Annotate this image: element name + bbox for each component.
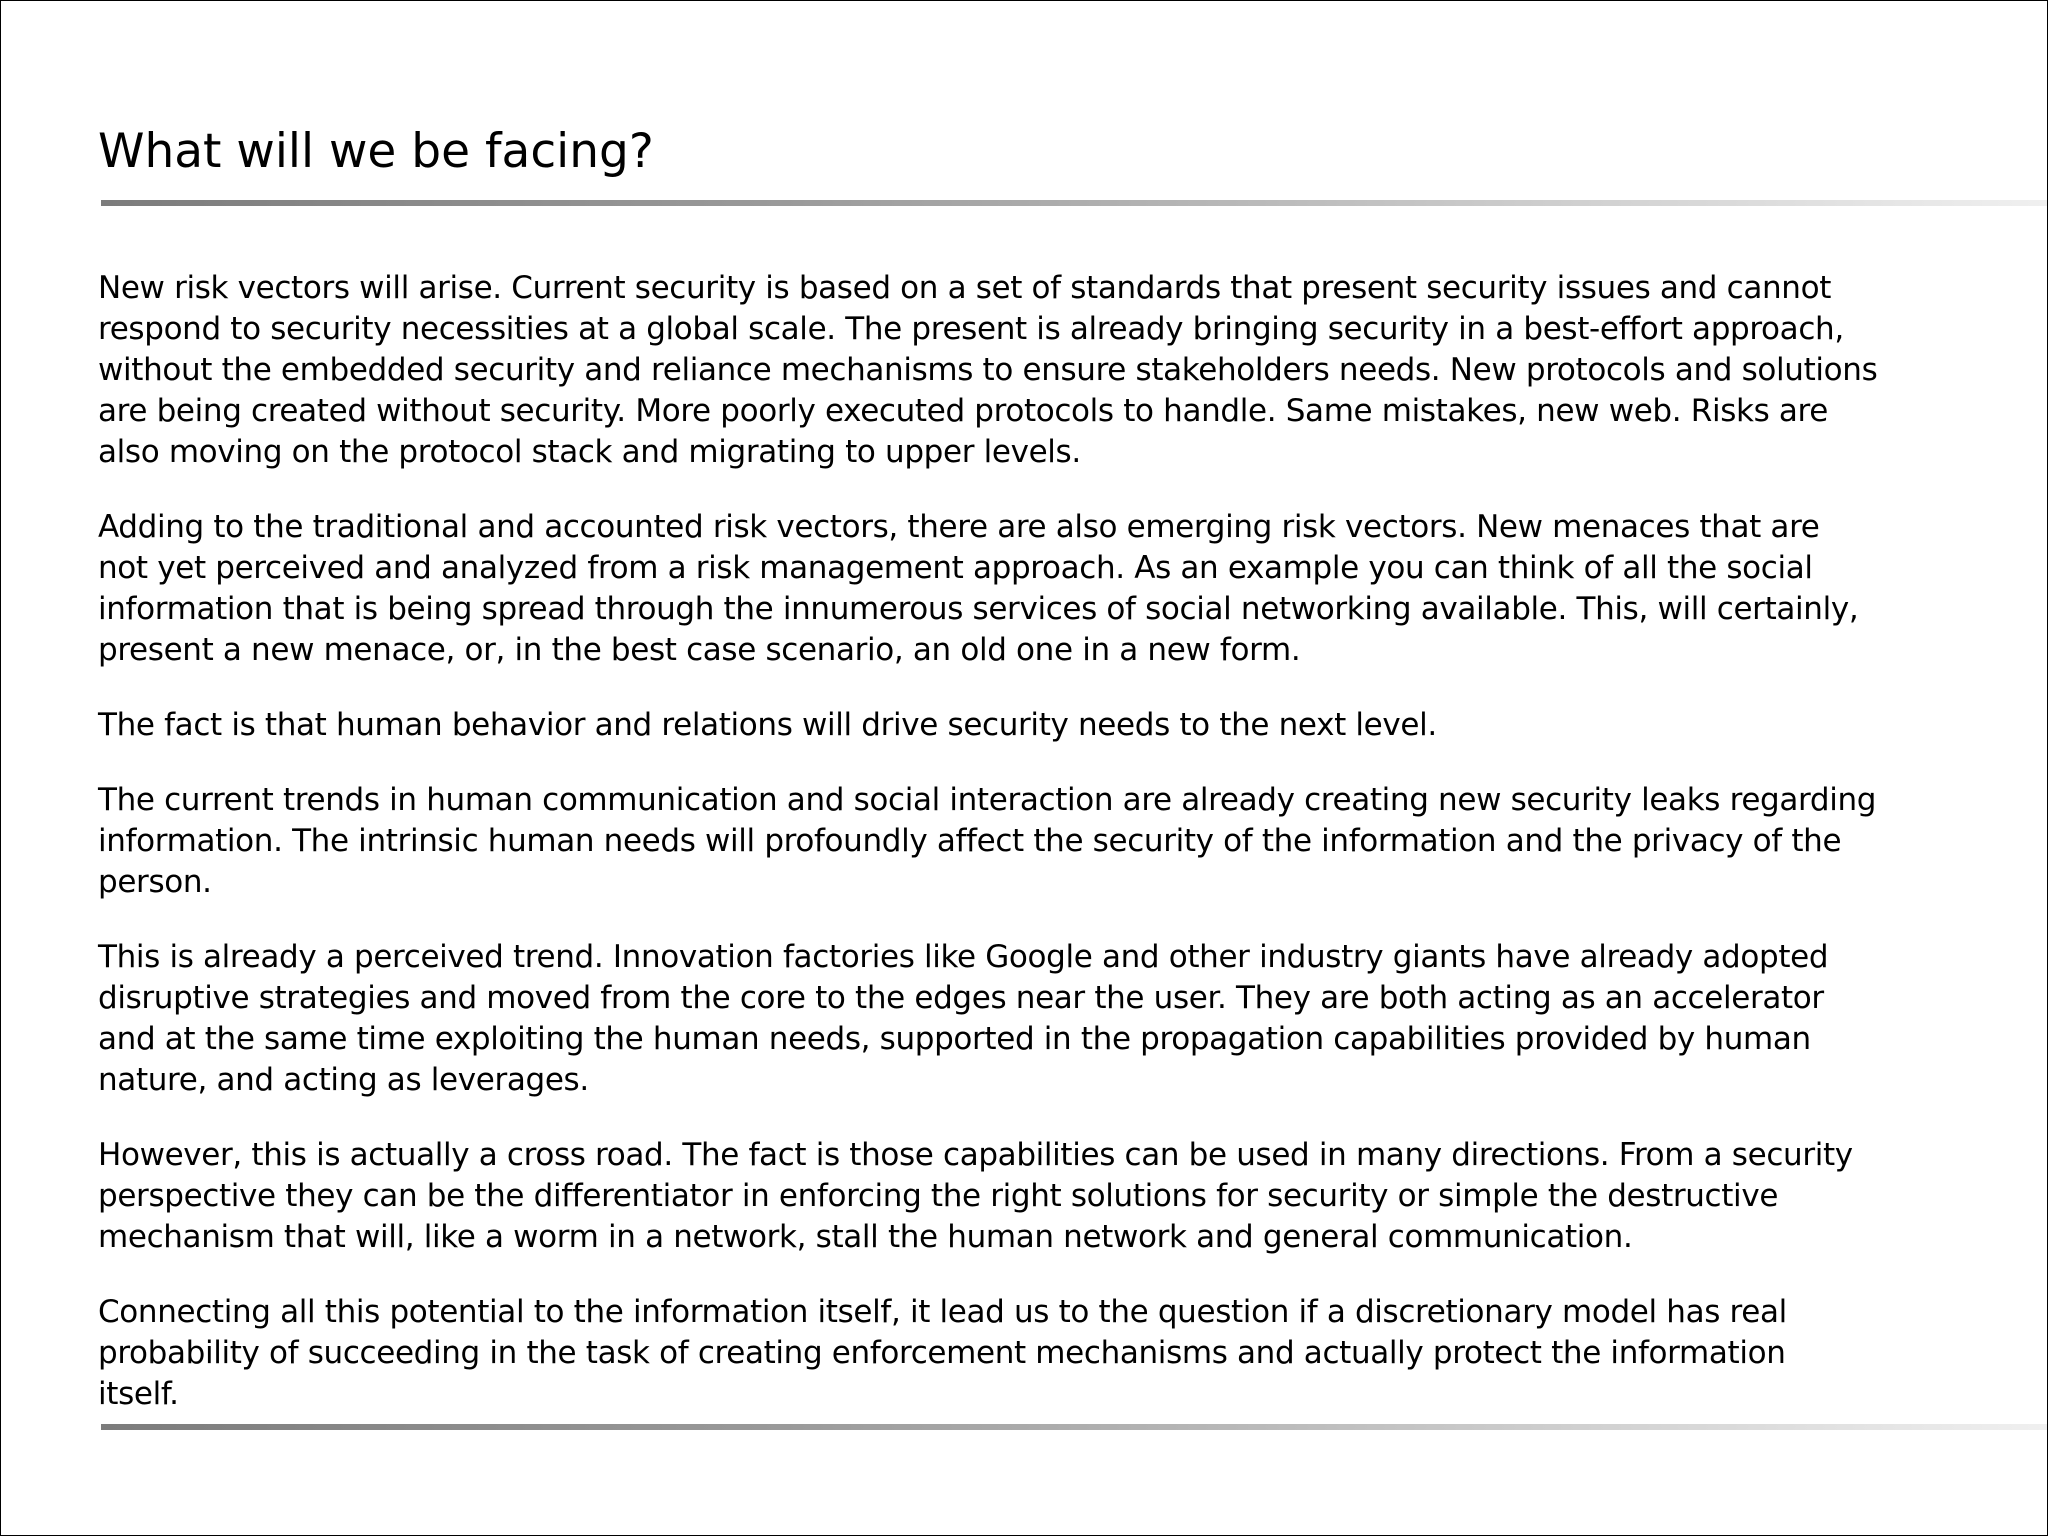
slide-title: What will we be facing? [98,124,654,179]
paragraph-communication-trends: The current trends in human communication and social interaction are already creating new security leaks regarding information. The intrinsic human needs will profoundly affect the security of the information and the privacy of the person. [98,782,1877,900]
paragraph-risk-vectors: New risk vectors will arise. Current security is based on a set of standards that present security issues and cannot respond to security necessities at a global scale. The present is already bringing security in a best-effort approach, without the embedded security and reliance mechanisms to ensure stakeholders needs. New protocols and solutions are being created without security. More poorly executed protocols to handle. Same mistakes, new web. Risks are also moving on the protocol stack and migrating to upper levels. [98,270,1878,470]
paragraph-emerging-risks: Adding to the traditional and accounted risk vectors, there are also emerging risk vectors. New menaces that are not yet perceived and analyzed from a risk management approach. As an example you can think of all the social information that is being spread through the innumerous services of social networking available. This, will certainly, present a new menace, or, in the best case scenario, an old one in a new form. [98,509,1859,668]
paragraph-human-behavior: The fact is that human behavior and relations will drive security needs to the next level. [98,707,1437,743]
title-divider [101,200,2048,206]
paragraph-discretionary-model: Connecting all this potential to the information itself, it lead us to the question if a discretionary model has real probability of succeeding in the task of creating enforcement mechanisms and actually protect the information itself. [98,1294,1787,1412]
paragraph-perceived-trend: This is already a perceived trend. Innovation factories like Google and other industry giants have already adopted disruptive strategies and moved from the core to the edges near the user. They are both acting as an accelerator and at the same time exploiting the human needs, supported in the propagation capabilities provided by human nature, and acting as leverages. [98,939,1829,1098]
footer-divider [101,1424,2048,1430]
slide-body [98,268,2018,1449]
paragraph-cross-road: However, this is actually a cross road. The fact is those capabilities can be used in many directions. From a security perspective they can be the differentiator in enforcing the right solutions for security or simple the destructive mechanism that will, like a worm in a network, stall the human network and general communication. [98,1137,1853,1255]
